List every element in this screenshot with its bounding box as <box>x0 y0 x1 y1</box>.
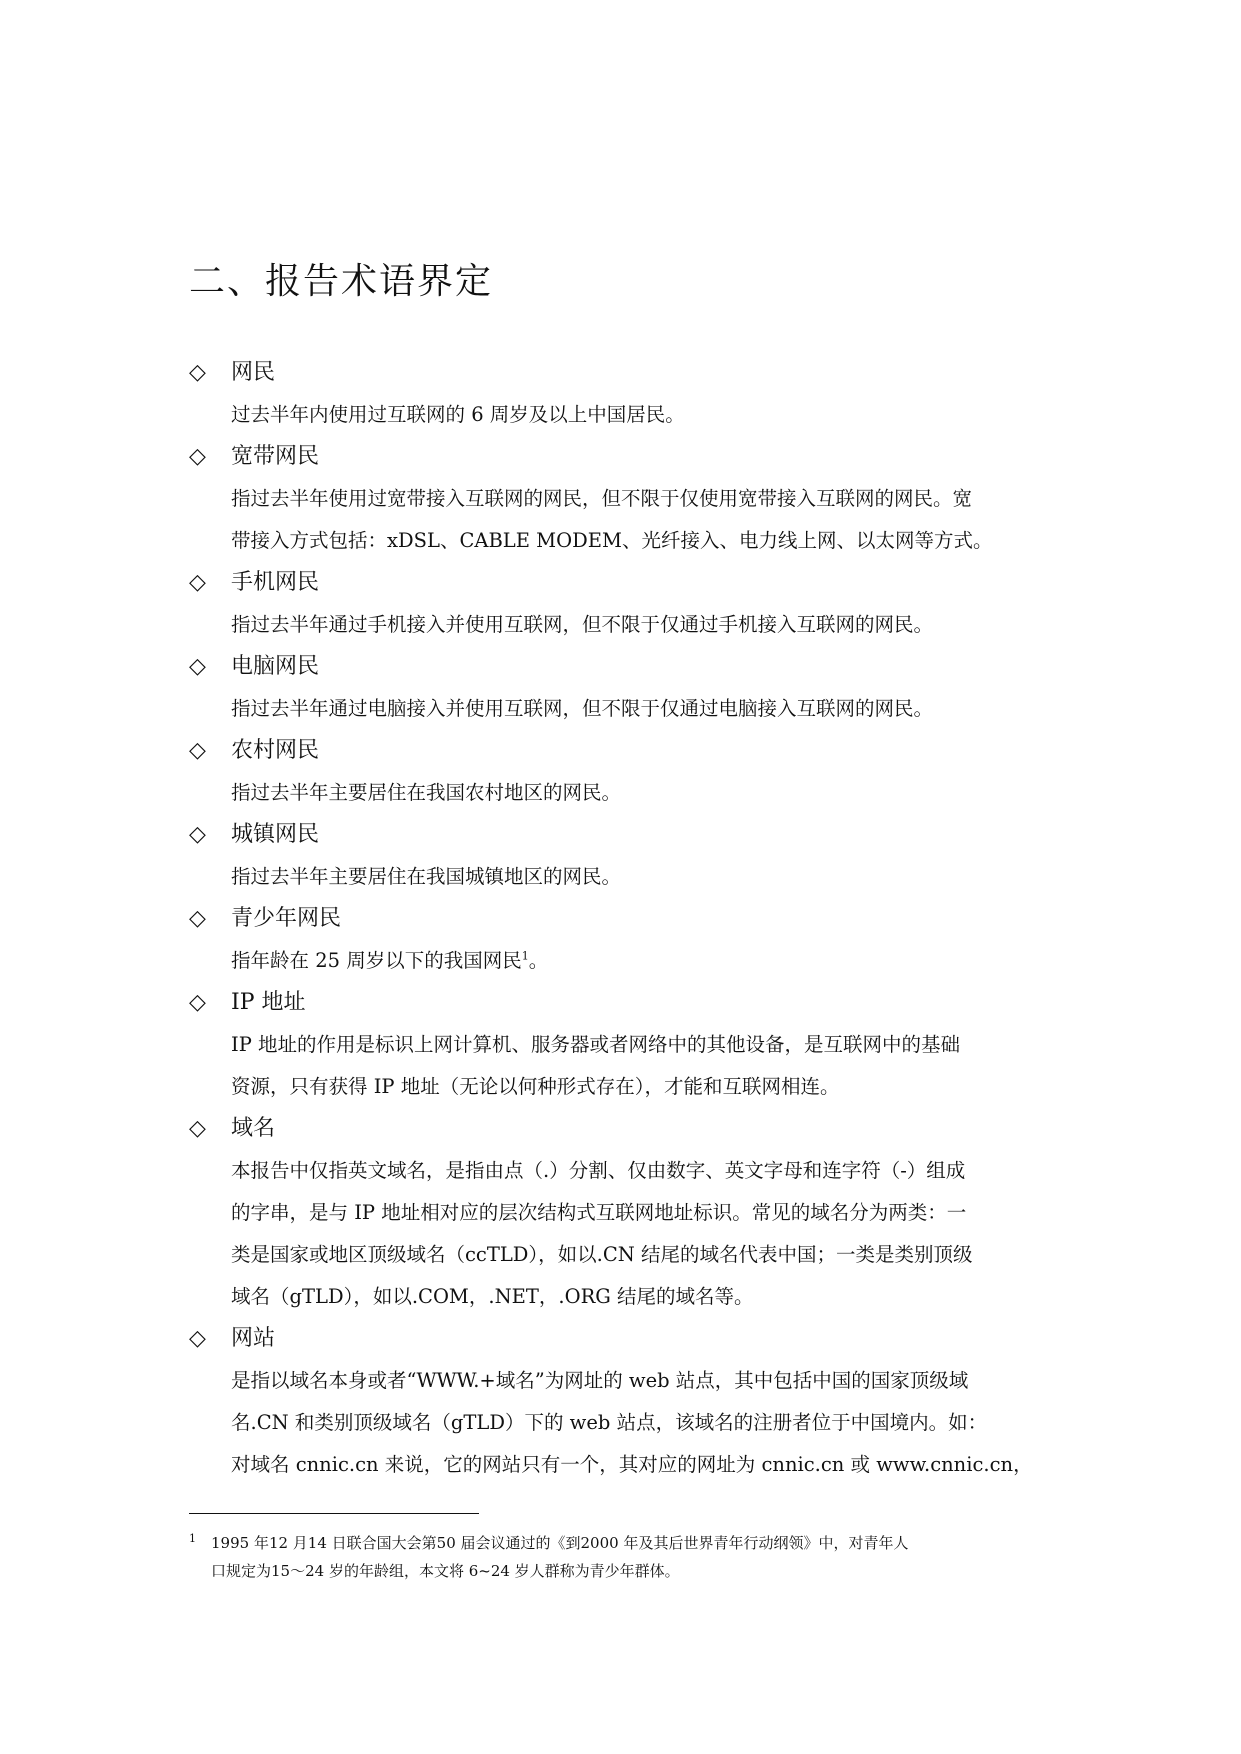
term-definition <box>189 394 1069 436</box>
term-definition <box>189 856 1069 898</box>
definition-line: 指过去半年通过手机接入并使用互联网，但不限于仅通过手机接入互联网的网民。 <box>231 613 934 636</box>
diamond-bullet-icon: ◇ <box>189 738 206 763</box>
term-heading <box>189 1318 1069 1360</box>
term-name: IP 地址 <box>231 990 306 1015</box>
diamond-bullet-icon: ◇ <box>189 654 206 679</box>
definition-line: 类是国家或地区顶级域名（ccTLD），如以.CN 结尾的域名代表中国；一类是类别顶级 <box>231 1243 973 1266</box>
term-heading <box>189 982 1069 1024</box>
footnote-line: 口规定为15～24 岁的年龄组，本文将 6~24 岁人群称为青少年群体。 <box>211 1562 680 1580</box>
diamond-bullet-icon: ◇ <box>189 906 206 931</box>
term-heading <box>189 352 1069 394</box>
term-entry <box>189 646 1069 730</box>
term-entry <box>189 1318 1069 1486</box>
footnote-divider <box>189 1513 479 1514</box>
term-definition <box>189 772 1069 814</box>
term-heading <box>189 730 1069 772</box>
term-name: 宽带网民 <box>231 444 320 469</box>
term-entry <box>189 562 1069 646</box>
term-heading <box>189 1108 1069 1150</box>
definition-text: 指年龄在 25 周岁以下的我国网民 <box>231 949 522 972</box>
definition-line: 带接入方式包括：xDSL、CABLE MODEM、光纤接入、电力线上网、以太网等方式。 <box>231 529 993 552</box>
definition-line: 资源，只有获得 IP 地址（无论以何种形式存在），才能和互联网相连。 <box>231 1075 840 1098</box>
definition-line: 指过去半年主要居住在我国农村地区的网民。 <box>231 781 622 804</box>
section-title: 二、报告术语界定 <box>189 261 494 302</box>
definition-line: 指过去半年主要居住在我国城镇地区的网民。 <box>231 865 622 888</box>
definition-line: 过去半年内使用过互联网的 6 周岁及以上中国居民。 <box>231 403 685 426</box>
term-name: 域名 <box>231 1116 276 1141</box>
footnote-text: 1995 年12 月14 日联合国大会第50 届会议通过的《到2000 年及其后世界青年行动纲领》中，对青年人 <box>211 1534 909 1552</box>
diamond-bullet-icon: ◇ <box>189 444 206 469</box>
term-definition <box>189 478 1069 562</box>
definition-line: 的字串，是与 IP 地址相对应的层次结构式互联网地址标识。常见的域名分为两类：一 <box>231 1201 967 1224</box>
diamond-bullet-icon: ◇ <box>189 1116 206 1141</box>
definition-line: 对域名 cnnic.cn 来说，它的网站只有一个，其对应的网址为 cnnic.cn 或 www.cnnic.cn， <box>231 1453 1033 1476</box>
term-heading <box>189 814 1069 856</box>
diamond-bullet-icon: ◇ <box>189 570 206 595</box>
definition-line <box>231 940 1069 982</box>
term-heading <box>189 646 1069 688</box>
definition-line: 名.CN 和类别顶级域名（gTLD）下的 web 站点，该域名的注册者位于中国境内。如： <box>231 1411 988 1434</box>
term-definition <box>189 604 1069 646</box>
definition-line: IP 地址的作用是标识上网计算机、服务器或者网络中的其他设备，是互联网中的基础 <box>231 1033 961 1056</box>
definition-line: 指过去半年使用过宽带接入互联网的网民，但不限于仅使用宽带接入互联网的网民。宽 <box>231 487 973 510</box>
term-entry <box>189 898 1069 982</box>
term-heading <box>189 436 1069 478</box>
term-entry <box>189 352 1069 436</box>
footnote <box>189 1529 1069 1585</box>
diamond-bullet-icon: ◇ <box>189 990 206 1015</box>
term-name: 手机网民 <box>231 570 320 595</box>
term-heading <box>189 562 1069 604</box>
term-heading <box>189 898 1069 940</box>
term-entry <box>189 436 1069 562</box>
term-name: 网站 <box>231 1326 276 1351</box>
term-definition <box>189 1024 1069 1108</box>
term-entry <box>189 1108 1069 1318</box>
term-entry <box>189 814 1069 898</box>
definition-suffix: 。 <box>528 949 549 972</box>
term-name: 城镇网民 <box>231 822 320 847</box>
footnote-reference[interactable]: 1 <box>521 949 529 963</box>
diamond-bullet-icon: ◇ <box>189 822 206 847</box>
term-definition <box>189 1150 1069 1318</box>
footnote-line <box>189 1529 1069 1557</box>
definition-line: 指过去半年通过电脑接入并使用互联网，但不限于仅通过电脑接入互联网的网民。 <box>231 697 934 720</box>
footnote-mark: 1 <box>189 1532 196 1545</box>
terms-list <box>189 352 1069 1486</box>
term-name: 农村网民 <box>231 738 320 763</box>
term-entry <box>189 730 1069 814</box>
term-definition <box>189 940 1069 982</box>
term-definition <box>189 1360 1069 1486</box>
diamond-bullet-icon: ◇ <box>189 1326 206 1351</box>
term-name: 网民 <box>231 360 276 385</box>
definition-line: 域名（gTLD），如以.COM，.NET，.ORG 结尾的域名等。 <box>231 1285 754 1308</box>
definition-line: 是指以域名本身或者“WWW.+域名”为网址的 web 站点，其中包括中国的国家顶级域 <box>231 1369 969 1392</box>
term-name: 电脑网民 <box>231 654 320 679</box>
definition-line: 本报告中仅指英文域名，是指由点（.）分割、仅由数字、英文字母和连字符（-）组成 <box>231 1159 966 1182</box>
diamond-bullet-icon: ◇ <box>189 360 206 385</box>
term-entry <box>189 982 1069 1108</box>
term-definition <box>189 688 1069 730</box>
term-name: 青少年网民 <box>231 906 342 931</box>
